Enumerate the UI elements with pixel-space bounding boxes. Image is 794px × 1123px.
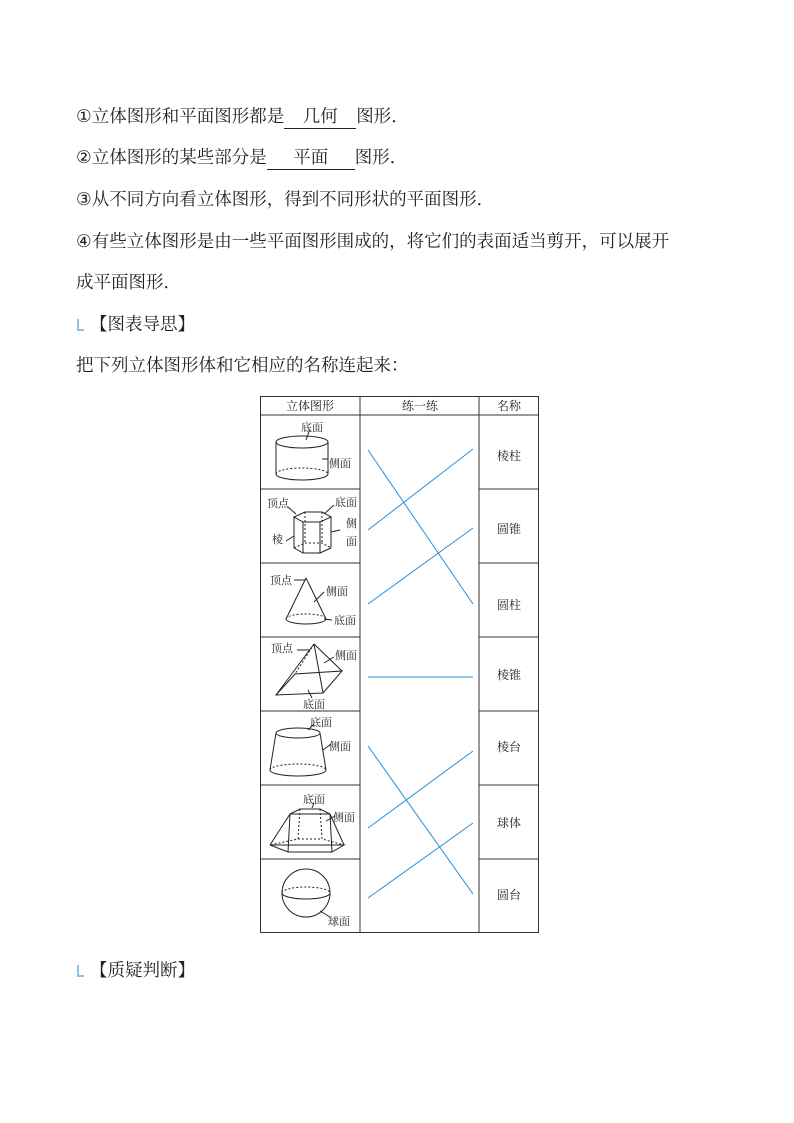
section-diagram-heading <box>76 312 195 338</box>
match-line-frustum <box>368 746 473 894</box>
item-1-prefix: ①立体图形和平面图形都是 <box>76 107 285 127</box>
header-names: 名称 <box>496 399 522 413</box>
prism-frustum-label-base: 底面 <box>303 793 325 806</box>
section-marker-icon <box>76 965 84 977</box>
prism-label-base: 底面 <box>335 496 357 509</box>
section-judge-title: 【质疑判断】 <box>90 961 195 981</box>
header-practice: 练一练 <box>401 399 439 413</box>
item-2 <box>76 145 407 171</box>
name-prism-frustum: 棱台 <box>496 740 522 754</box>
frustum-figure <box>270 724 331 776</box>
cylinder-figure <box>276 429 328 480</box>
cylinder-label-base: 底面 <box>301 421 323 434</box>
item-1 <box>76 104 409 130</box>
match-line-sphere <box>368 823 473 898</box>
item-1-blank: 几何 <box>284 106 356 129</box>
name-frustum: 圆台 <box>496 888 522 902</box>
instruction: 把下列立体图形体和它相应的名称连起来： <box>76 356 409 376</box>
matching-lines <box>368 449 473 898</box>
pyramid-label-vertex: 顶点 <box>271 642 293 655</box>
pyramid-label-base: 底面 <box>303 698 325 711</box>
item-3: ③从不同方向看立体图形，得到不同形状的平面图形． <box>76 190 495 210</box>
sphere-figure <box>282 869 330 917</box>
name-cone: 圆锥 <box>496 522 522 536</box>
name-sphere: 球体 <box>496 816 522 830</box>
item-1-suffix: 图形． <box>356 107 409 127</box>
item-2-blank: 平面 <box>267 147 355 170</box>
prism-frustum-label-side: 侧面 <box>333 811 355 824</box>
section-diagram-title: 【图表导思】 <box>90 315 195 335</box>
match-line-prism <box>368 449 473 530</box>
matching-table <box>260 396 539 933</box>
match-line-cylinder <box>368 450 473 604</box>
prism-label-vertex: 顶点 <box>267 497 289 510</box>
cone-label-vertex: 顶点 <box>270 574 292 587</box>
frustum-label-side: 侧面 <box>329 740 351 753</box>
sphere-label-surface: 球面 <box>328 915 350 928</box>
header-shapes: 立体图形 <box>285 399 335 413</box>
match-line-cone <box>368 528 473 604</box>
cylinder-label-side: 侧面 <box>329 457 351 470</box>
name-pyramid: 棱锥 <box>496 668 522 682</box>
cone-label-base: 底面 <box>334 614 356 627</box>
item-2-suffix: 图形． <box>354 148 408 168</box>
section-marker-icon <box>76 319 84 331</box>
pyramid-label-side: 侧面 <box>335 649 357 662</box>
name-prism: 棱柱 <box>496 449 522 463</box>
prism-label-side-1: 侧 <box>346 517 357 530</box>
section-judge-heading <box>76 958 195 984</box>
prism-label-edge: 棱 <box>272 533 283 546</box>
frustum-label-base: 底面 <box>310 716 332 729</box>
cone-label-side: 侧面 <box>326 585 348 598</box>
item-2-prefix: ②立体图形的某些部分是 <box>76 148 267 168</box>
prism-figure <box>286 505 340 553</box>
item-4-continued: 成平面图形． <box>76 273 181 293</box>
name-cylinder: 圆柱 <box>496 598 522 612</box>
match-line-prism-frustum <box>368 751 473 828</box>
item-4: ④有些立体图形是由一些平面图形围成的，将它们的表面适当剪开，可以展开 <box>76 232 670 252</box>
prism-label-side-2: 面 <box>346 535 357 548</box>
